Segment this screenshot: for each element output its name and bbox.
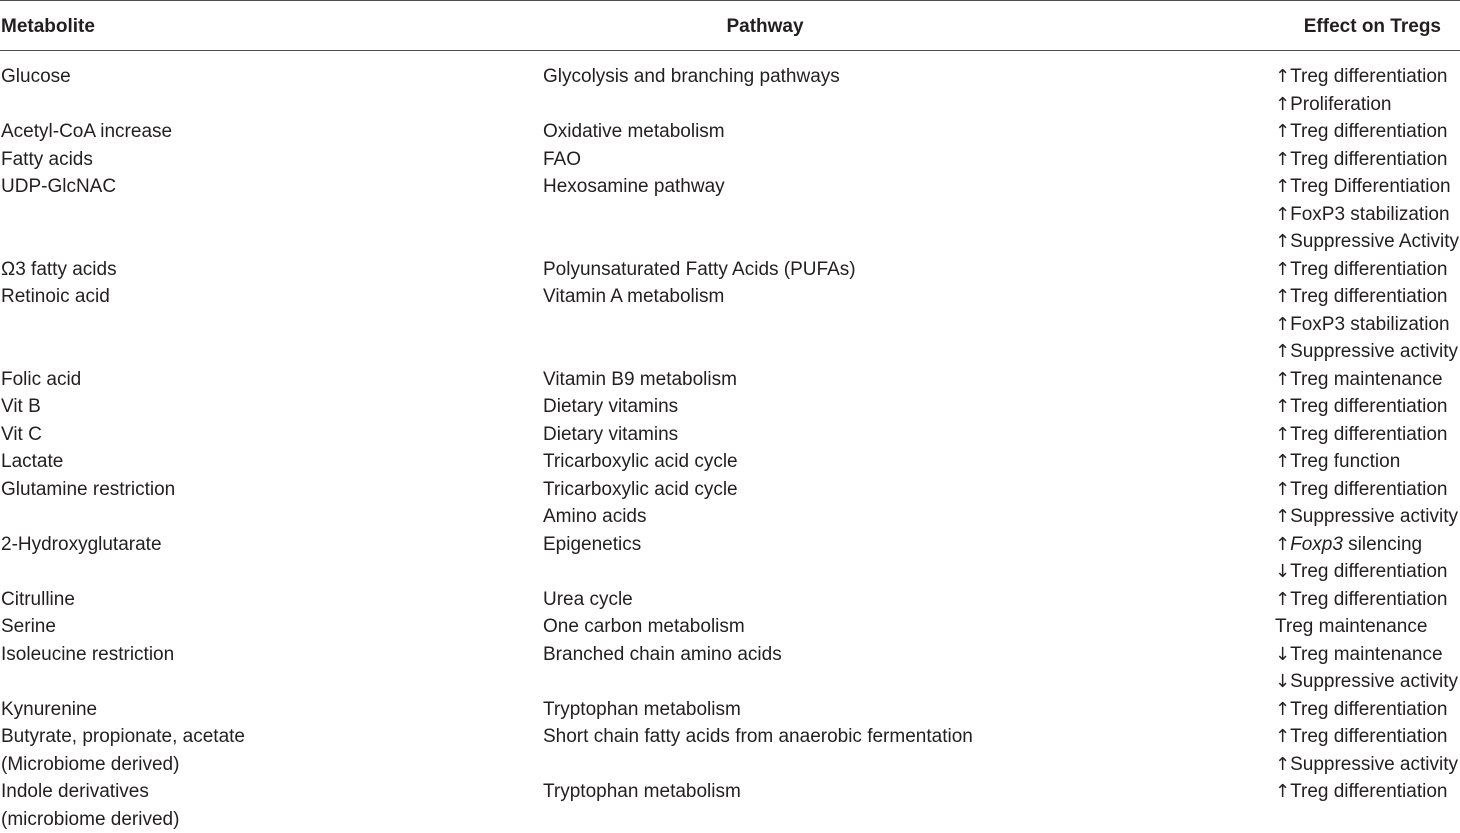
effect-line bbox=[1275, 613, 1460, 641]
pathway-text: Dietary vitamins bbox=[543, 393, 1275, 421]
effect-text: Treg Differentiation bbox=[1290, 176, 1451, 197]
up-arrow-icon: ↑ bbox=[1275, 589, 1290, 610]
pathway-text: One carbon metabolism bbox=[543, 613, 1275, 641]
pathway-cell bbox=[543, 173, 1275, 201]
pathway-text: Tryptophan metabolism bbox=[543, 778, 1275, 806]
effect-cell bbox=[1275, 476, 1460, 531]
effect-cell bbox=[1275, 256, 1460, 284]
effect-cell bbox=[1275, 531, 1460, 586]
pathway-cell bbox=[543, 393, 1275, 421]
pathway-cell bbox=[543, 723, 1275, 751]
pathway-cell bbox=[543, 283, 1275, 311]
pathway-text: Polyunsaturated Fatty Acids (PUFAs) bbox=[543, 256, 1275, 284]
metabolite-cell bbox=[0, 118, 543, 146]
up-arrow-icon: ↑ bbox=[1275, 149, 1290, 170]
effect-line bbox=[1275, 778, 1460, 806]
pathway-cell bbox=[543, 448, 1275, 476]
metabolite-cell bbox=[0, 641, 543, 669]
pathway-cell bbox=[543, 613, 1275, 641]
pathway-cell bbox=[543, 421, 1275, 449]
up-arrow-icon: ↑ bbox=[1275, 121, 1290, 142]
effect-gene: Foxp3 bbox=[1290, 534, 1343, 555]
up-arrow-icon: ↑ bbox=[1275, 259, 1290, 280]
metabolite-text: Glucose bbox=[1, 63, 543, 91]
effect-text: Treg differentiation bbox=[1290, 286, 1447, 307]
table-row bbox=[0, 696, 1460, 724]
effect-cell bbox=[1275, 586, 1460, 614]
effect-text: Treg differentiation bbox=[1290, 589, 1447, 610]
effect-text: Proliferation bbox=[1290, 94, 1391, 115]
effect-text: FoxP3 stabilization bbox=[1290, 314, 1449, 335]
metabolite-cell bbox=[0, 723, 543, 778]
pathway-text: Amino acids bbox=[543, 503, 1275, 531]
metabolite-text: UDP-GlcNAC bbox=[1, 173, 543, 201]
down-arrow-icon: ↓ bbox=[1275, 644, 1290, 665]
up-arrow-icon: ↑ bbox=[1275, 699, 1290, 720]
metabolite-text: Retinoic acid bbox=[1, 283, 543, 311]
header-effect: Effect on Tregs bbox=[1304, 13, 1441, 40]
effect-text: Suppressive activity bbox=[1290, 341, 1458, 362]
table-row bbox=[0, 723, 1460, 778]
table-row bbox=[0, 118, 1460, 146]
pathway-text: Urea cycle bbox=[543, 586, 1275, 614]
metabolite-text: Acetyl-CoA increase bbox=[1, 118, 543, 146]
table-row bbox=[0, 146, 1460, 174]
up-arrow-icon: ↑ bbox=[1275, 66, 1290, 87]
effect-cell bbox=[1275, 283, 1460, 366]
effect-cell bbox=[1275, 778, 1460, 806]
effect-cell bbox=[1275, 393, 1460, 421]
effect-text: Treg differentiation bbox=[1290, 699, 1447, 720]
pathway-cell bbox=[543, 531, 1275, 559]
effect-line bbox=[1275, 228, 1460, 256]
metabolite-cell bbox=[0, 146, 543, 174]
pathway-text: Tricarboxylic acid cycle bbox=[543, 448, 1275, 476]
effect-line bbox=[1275, 723, 1460, 751]
pathway-cell bbox=[543, 63, 1275, 91]
effect-text: Treg differentiation bbox=[1290, 396, 1447, 417]
metabolite-text: Folic acid bbox=[1, 366, 543, 394]
pathway-text: Epigenetics bbox=[543, 531, 1275, 559]
pathway-text: Dietary vitamins bbox=[543, 421, 1275, 449]
table-row bbox=[0, 393, 1460, 421]
up-arrow-icon: ↑ bbox=[1275, 396, 1290, 417]
metabolite-cell bbox=[0, 393, 543, 421]
effect-line bbox=[1275, 146, 1460, 174]
table-row bbox=[0, 531, 1460, 586]
up-arrow-icon: ↑ bbox=[1275, 424, 1290, 445]
metabolite-text: (Microbiome derived) bbox=[1, 751, 543, 779]
effect-text: Treg differentiation bbox=[1290, 781, 1447, 802]
effect-cell bbox=[1275, 696, 1460, 724]
metabolite-text: Lactate bbox=[1, 448, 543, 476]
up-arrow-icon: ↑ bbox=[1275, 341, 1290, 362]
effect-text: Treg differentiation bbox=[1290, 479, 1447, 500]
pathway-text: Short chain fatty acids from anaerobic fermentation bbox=[543, 723, 1275, 751]
pathway-text: Tryptophan metabolism bbox=[543, 696, 1275, 724]
up-arrow-icon: ↑ bbox=[1275, 231, 1290, 252]
effect-line bbox=[1275, 421, 1460, 449]
metabolite-cell bbox=[0, 63, 543, 91]
up-arrow-icon: ↑ bbox=[1275, 286, 1290, 307]
header-metabolite: Metabolite bbox=[1, 13, 95, 40]
metabolite-cell bbox=[0, 586, 543, 614]
metabolite-text: Isoleucine restriction bbox=[1, 641, 543, 669]
pathway-cell bbox=[543, 778, 1275, 806]
table-row bbox=[0, 778, 1460, 833]
table-row bbox=[0, 256, 1460, 284]
effect-text: Treg maintenance bbox=[1275, 616, 1427, 637]
effect-text: FoxP3 stabilization bbox=[1290, 204, 1449, 225]
effect-cell bbox=[1275, 173, 1460, 256]
pathway-cell bbox=[543, 586, 1275, 614]
effect-cell bbox=[1275, 118, 1460, 146]
up-arrow-icon: ↑ bbox=[1275, 754, 1290, 775]
effect-line bbox=[1275, 173, 1460, 201]
table-row bbox=[0, 641, 1460, 696]
effect-cell bbox=[1275, 613, 1460, 641]
metabolite-text: Kynurenine bbox=[1, 696, 543, 724]
table-row bbox=[0, 283, 1460, 366]
metabolite-text: Glutamine restriction bbox=[1, 476, 543, 504]
effect-line bbox=[1275, 558, 1460, 586]
effect-line bbox=[1275, 311, 1460, 339]
metabolite-text: Vit B bbox=[1, 393, 543, 421]
up-arrow-icon: ↑ bbox=[1275, 204, 1290, 225]
effect-line bbox=[1275, 256, 1460, 284]
effect-text: Treg differentiation bbox=[1290, 726, 1447, 747]
effect-line bbox=[1275, 696, 1460, 724]
table-row bbox=[0, 421, 1460, 449]
header-pathway: Pathway bbox=[0, 13, 1460, 40]
effect-line bbox=[1275, 283, 1460, 311]
metabolite-text: Vit C bbox=[1, 421, 543, 449]
pathway-text: Vitamin B9 metabolism bbox=[543, 366, 1275, 394]
metabolite-text: 2-Hydroxyglutarate bbox=[1, 531, 543, 559]
pathway-text: FAO bbox=[543, 146, 1275, 174]
up-arrow-icon: ↑ bbox=[1275, 534, 1290, 555]
effect-text: Suppressive activity bbox=[1290, 671, 1458, 692]
metabolite-cell bbox=[0, 448, 543, 476]
metabolite-text: Ω3 fatty acids bbox=[1, 256, 543, 284]
effect-cell bbox=[1275, 723, 1460, 778]
metabolite-text: Fatty acids bbox=[1, 146, 543, 174]
metabolite-cell bbox=[0, 531, 543, 559]
up-arrow-icon: ↑ bbox=[1275, 314, 1290, 335]
effect-cell bbox=[1275, 641, 1460, 696]
effect-line bbox=[1275, 641, 1460, 669]
effect-cell bbox=[1275, 63, 1460, 118]
up-arrow-icon: ↑ bbox=[1275, 726, 1290, 747]
up-arrow-icon: ↑ bbox=[1275, 451, 1290, 472]
table-header bbox=[0, 0, 1460, 50]
table-row bbox=[0, 476, 1460, 531]
pathway-cell bbox=[543, 146, 1275, 174]
metabolite-cell bbox=[0, 696, 543, 724]
down-arrow-icon: ↓ bbox=[1275, 561, 1290, 582]
up-arrow-icon: ↑ bbox=[1275, 781, 1290, 802]
effect-text: Treg differentiation bbox=[1290, 259, 1447, 280]
metabolite-cell bbox=[0, 256, 543, 284]
effect-line bbox=[1275, 91, 1460, 119]
effect-line bbox=[1275, 448, 1460, 476]
table-row bbox=[0, 448, 1460, 476]
pathway-text: Tricarboxylic acid cycle bbox=[543, 476, 1275, 504]
pathway-text: Vitamin A metabolism bbox=[543, 283, 1275, 311]
pathway-text: Oxidative metabolism bbox=[543, 118, 1275, 146]
table-row bbox=[0, 173, 1460, 256]
pathway-text: Glycolysis and branching pathways bbox=[543, 63, 1275, 91]
table-row bbox=[0, 63, 1460, 118]
metabolite-text: Serine bbox=[1, 613, 543, 641]
table-row bbox=[0, 613, 1460, 641]
pathway-text: Hexosamine pathway bbox=[543, 173, 1275, 201]
effect-line bbox=[1275, 338, 1460, 366]
effect-line bbox=[1275, 393, 1460, 421]
effect-text: Treg maintenance bbox=[1290, 369, 1442, 390]
effect-cell bbox=[1275, 421, 1460, 449]
effect-text: Suppressive activity bbox=[1290, 754, 1458, 775]
effect-text: Treg function bbox=[1290, 451, 1400, 472]
up-arrow-icon: ↑ bbox=[1275, 479, 1290, 500]
effect-line bbox=[1275, 201, 1460, 229]
metabolite-cell bbox=[0, 613, 543, 641]
table-header-rule bbox=[0, 50, 1460, 51]
effect-text: Treg differentiation bbox=[1290, 424, 1447, 445]
pathway-text: Branched chain amino acids bbox=[543, 641, 1275, 669]
effect-line bbox=[1275, 476, 1460, 504]
metabolite-cell bbox=[0, 366, 543, 394]
pathway-cell bbox=[543, 256, 1275, 284]
metabolite-cell bbox=[0, 173, 543, 201]
effect-line bbox=[1275, 531, 1460, 559]
table-row bbox=[0, 586, 1460, 614]
effect-line bbox=[1275, 366, 1460, 394]
metabolite-text: Citrulline bbox=[1, 586, 543, 614]
effect-line bbox=[1275, 63, 1460, 91]
pathway-cell bbox=[543, 696, 1275, 724]
up-arrow-icon: ↑ bbox=[1275, 506, 1290, 527]
metabolite-cell bbox=[0, 421, 543, 449]
pathway-cell bbox=[543, 366, 1275, 394]
pathway-cell bbox=[543, 476, 1275, 531]
table-row bbox=[0, 366, 1460, 394]
metabolite-text: Indole derivatives bbox=[1, 778, 543, 806]
metabolite-text: Butyrate, propionate, acetate bbox=[1, 723, 543, 751]
effect-text: Suppressive Activity bbox=[1290, 231, 1459, 252]
effect-line bbox=[1275, 668, 1460, 696]
up-arrow-icon: ↑ bbox=[1275, 176, 1290, 197]
effect-line bbox=[1275, 586, 1460, 614]
metabolite-cell bbox=[0, 778, 543, 833]
effect-text: Suppressive activity bbox=[1290, 506, 1458, 527]
pathway-cell bbox=[543, 641, 1275, 669]
metabolite-cell bbox=[0, 283, 543, 311]
table-body bbox=[0, 63, 1460, 833]
effect-cell bbox=[1275, 448, 1460, 476]
effect-cell bbox=[1275, 146, 1460, 174]
effect-line bbox=[1275, 503, 1460, 531]
effect-line bbox=[1275, 118, 1460, 146]
down-arrow-icon: ↓ bbox=[1275, 671, 1290, 692]
effect-cell bbox=[1275, 366, 1460, 394]
metabolite-cell bbox=[0, 476, 543, 504]
effect-line bbox=[1275, 751, 1460, 779]
effect-text: Treg differentiation bbox=[1290, 561, 1447, 582]
effect-text: Treg differentiation bbox=[1290, 66, 1447, 87]
effect-text: Treg differentiation bbox=[1290, 121, 1447, 142]
metabolite-text: (microbiome derived) bbox=[1, 806, 543, 833]
effect-text: Treg maintenance bbox=[1290, 644, 1442, 665]
effect-text: silencing bbox=[1343, 534, 1422, 555]
up-arrow-icon: ↑ bbox=[1275, 369, 1290, 390]
effect-text: Treg differentiation bbox=[1290, 149, 1447, 170]
pathway-cell bbox=[543, 118, 1275, 146]
up-arrow-icon: ↑ bbox=[1275, 94, 1290, 115]
